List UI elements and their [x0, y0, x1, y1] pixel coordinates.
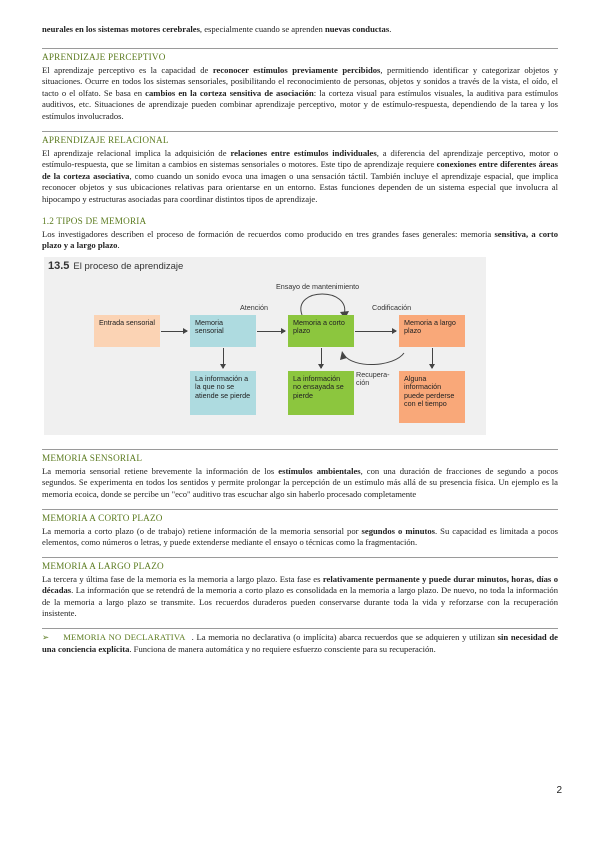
paragraph-relacional [42, 148, 558, 206]
divider [42, 628, 558, 629]
arrow-sensorial-down [223, 348, 224, 368]
figure-number: 13.5 [48, 259, 70, 272]
intro-paragraph [42, 24, 558, 36]
box-sensorial: Memoria sensorial [190, 315, 256, 347]
paragraph-sensorial [42, 466, 558, 501]
heading-nodeclarativa: MEMORIA NO DECLARATIVA [63, 632, 186, 643]
arrow-largo-down [432, 348, 433, 368]
sensorial-text-1: La memoria sensorial retiene brevemente la información de los [42, 465, 279, 476]
paragraph-perceptivo [42, 65, 558, 123]
perceptivo-text-3: : la corteza visual para estímulos visuales, la auditiva para estímulos auditivos, etc. Situaciones de aprendizaje pueden combinar aprendizaje perceptivo, motor y de estímulo-respuesta, dependiendo de la tarea y los estímulos involucrados. [42, 87, 558, 121]
paragraph-corto [42, 526, 558, 549]
largo-bold-1: relativamente permanente y puede durar minutos, horas, días o décadas [42, 573, 559, 596]
relacional-text-2: , a diferencia del aprendizaje perceptivo, motor o estímulo-respuesta, que se limitan a cambios en sistemas sensoriales o motores. Este tipo de aprendizaje requiere [42, 147, 559, 170]
tipos-text-2: . [117, 240, 120, 251]
heading-relacional: APRENDIZAJE RELACIONAL [42, 134, 169, 145]
intro-bold-2: nuevas conductas [324, 24, 390, 34]
label-recuperacion: Recupera- ción [356, 369, 390, 387]
document-page [42, 24, 558, 655]
corto-text-1: La memoria a corto plazo (o de trabajo) retiene información de la memoria sensorial por [42, 525, 362, 536]
intro-text-2: . [389, 24, 392, 34]
nodeclarativa-text-2: . Funciona de manera automática y no requiere esfuerzo consciente para su recuperación. [129, 643, 436, 654]
relacional-bold-1: relaciones entre estímulos individuales [230, 147, 377, 158]
perceptivo-bold-1: reconocer estímulos previamente percibidos [212, 64, 381, 75]
box-pierde-3: Alguna información puede perderse con el tiempo [399, 371, 465, 423]
arrow-sensorial-corto [257, 331, 285, 332]
arrow-corto-largo [355, 331, 396, 332]
paragraph-nodeclarativa [42, 632, 558, 655]
paragraph-largo [42, 574, 558, 620]
heading-tipos: 1.2 TIPOS DE MEMORIA [42, 215, 147, 226]
relacional-bold-2: conexiones entre diferentes áreas de la corteza asociativa [42, 159, 558, 181]
box-largo: Memoria a largo plazo [399, 315, 465, 347]
relacional-text-1: El aprendizaje relacional implica la adquisición de [42, 147, 231, 158]
largo-text-2: . La información que se retendrá de la memoria a corto plazo es consolidada en la memoria a largo plazo. De nuevo, no toda la información de la memoria a largo plazo se transmite. Los recuerdos duraderos pueden conservarse durante toda la vida y reforzarse con la recuperación insistente. [42, 585, 558, 619]
tipos-text-1: Los investigadores describen el proceso de formación de recuerdos como producido en tres grandes fases generales: memoria [42, 228, 495, 239]
paragraph-tipos [42, 229, 558, 252]
learning-process-figure [44, 257, 486, 435]
heading-perceptivo: APRENDIZAJE PERCEPTIVO [42, 51, 166, 62]
intro-bold-1: neurales en los sistemas motores cerebrales [42, 24, 200, 34]
heading-sensorial: MEMORIA SENSORIAL [42, 452, 143, 463]
box-corto: Memoria a corto plazo [288, 315, 354, 347]
sensorial-bold-1: estímulos ambientales [278, 465, 361, 476]
corto-text-2: . Su capacidad es limitada a pocos elementos, como números o letras, y puede extenderse mediante el ensayo o técnicas como la fragmentación. [42, 525, 558, 548]
arrow-corto-down [321, 348, 322, 368]
perceptivo-bold-2: cambios en la corteza sensitiva de asociación [145, 87, 314, 98]
perceptivo-text-2: , permitiendo identificar y categorizar objetos y situaciones. Ocurre en todos los sistemas sensoriales, posibilitando el reconocimiento de personas, objetos y sonidos a través de la vista, el oído, el tacto o el olfato. Se basa en [42, 64, 558, 98]
label-codificacion: Codificación [372, 302, 412, 312]
nodeclarativa-text-1: . La memoria no declarativa (o implícita) abarca recuerdos que se adquieren y utilizan [191, 632, 498, 643]
box-pierde-1: La información a la que no se atiende se pierde [190, 371, 256, 415]
relacional-text-3: , como cuando un sonido evoca una imagen o una sensación táctil. También incluye el aprendizaje espacial, que implica reconocer objetos y sus ubicaciones relativas para orientarse en un entorno. Estas funciones dependen de un sistema especial que involucra al hipocampo y estructuras asociadas para coordinar distintos tipos de aprendizaje. [42, 170, 559, 204]
label-ensayo: Ensayo de mantenimiento [276, 281, 360, 291]
page-number: 2 [556, 785, 562, 796]
box-pierde-2: La información no ensayada se pierde [288, 371, 354, 415]
heading-largo: MEMORIA A LARGO PLAZO [42, 560, 164, 571]
corto-bold-1: segundos o minutos [361, 525, 435, 536]
box-entrada: Entrada sensorial [94, 315, 160, 347]
sensorial-text-2: , con una duración de fracciones de segundo a pocos segundos. Se experimenta en todos los sentidos y permite prolongar la percepción de un estímulo más allá de su presencia física. Un ejemplo es la memoria ecoica, donde se percibe un "eco" auditivo tras escuchar algo sin haberlo procesado completamente [42, 465, 559, 499]
tipos-bold-1: sensitiva, a corto plazo y a largo plazo [42, 228, 558, 251]
divider [42, 557, 558, 558]
divider [42, 131, 558, 132]
perceptivo-text-1: El aprendizaje perceptivo es la capacidad de [42, 64, 213, 75]
nodeclarativa-bold-1: sin necesidad de una conciencia explícita [42, 632, 559, 654]
divider [42, 48, 558, 49]
intro-text-1: , especialmente cuando se aprenden [199, 24, 325, 34]
divider [42, 449, 558, 450]
largo-text-1: La tercera y última fase de la memoria es la memoria a largo plazo. Esta fase es [42, 573, 323, 584]
divider [42, 509, 558, 510]
bullet-arrow-icon: ➢ [42, 632, 50, 643]
arrow-entrada-sensorial [161, 331, 187, 332]
label-atencion: Atención [240, 302, 268, 312]
figure-title-text: El proceso de aprendizaje [73, 260, 184, 272]
heading-corto: MEMORIA A CORTO PLAZO [42, 512, 163, 523]
